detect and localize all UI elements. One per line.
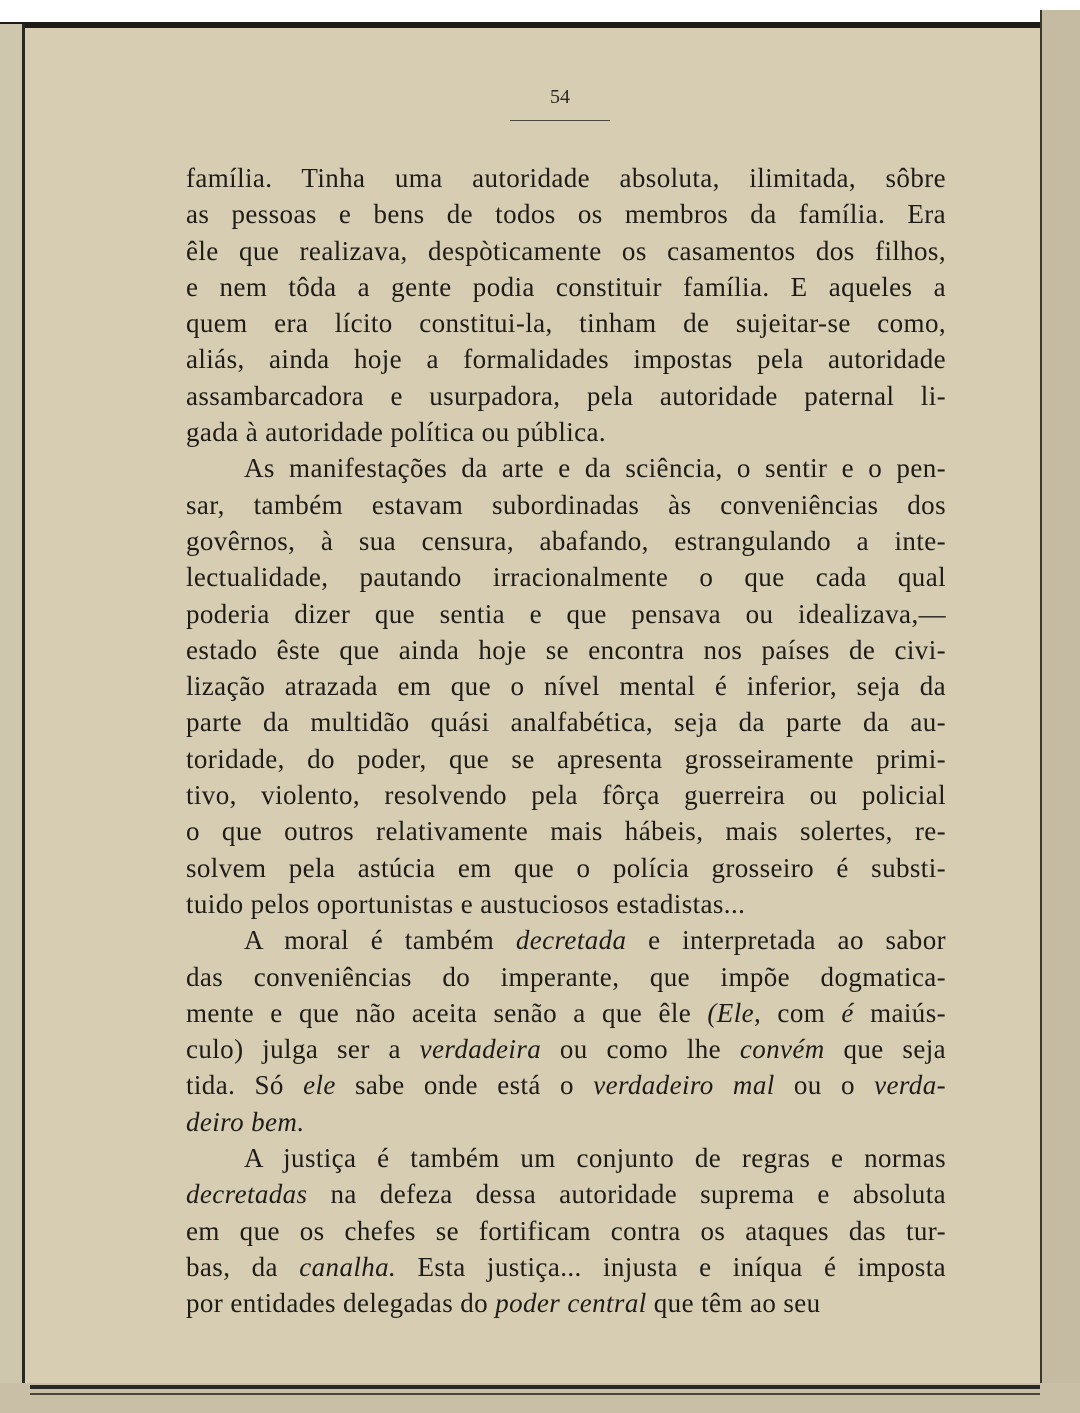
text-run: ou o xyxy=(774,1070,875,1101)
text-run: aliás, ainda hoje a formalidades impostas pela autoridade xyxy=(186,344,946,375)
text-run: e interpretada ao sabor xyxy=(626,925,946,956)
text-run: das conveniências do imperante, que impõe dogmatica- xyxy=(186,961,946,992)
text-run: solvem pela astúcia em que o polícia grosseiro é substi- xyxy=(186,852,946,883)
text-line xyxy=(186,269,946,305)
italic-text: ele xyxy=(303,1070,336,1101)
italic-text: poder central xyxy=(495,1288,647,1319)
text-run: govêrnos, à sua censura, abafando, estrangulando a inte- xyxy=(186,525,946,556)
text-line xyxy=(186,341,946,377)
text-line xyxy=(186,777,946,813)
text-run: e nem tôda a gente podia constituir família. E aqueles a xyxy=(186,271,946,302)
text-line xyxy=(186,160,946,196)
italic-text: é xyxy=(841,997,854,1028)
text-run: poderia dizer que sentia e que pensava ou idealizava,— xyxy=(186,598,946,629)
text-run: tida. Só xyxy=(186,1070,304,1101)
text-run: em que os chefes se fortificam contra os ataques das tur- xyxy=(186,1215,946,1246)
text-line xyxy=(186,523,946,559)
text-run: quem era lícito constitui-la, tinham de sujeitar-se como, xyxy=(186,308,946,339)
text-line xyxy=(186,1176,946,1212)
text-line xyxy=(186,487,946,523)
text-line xyxy=(186,668,946,704)
italic-text: deiro bem. xyxy=(186,1106,305,1137)
text-run: por entidades delegadas do xyxy=(186,1288,496,1319)
text-run: tivo, violento, resolvendo pela fôrça guerreira ou policial xyxy=(186,780,946,811)
text-run: A moral é também xyxy=(244,925,516,956)
text-run: toridade, do poder, que se apresenta grosseiramente primi- xyxy=(186,743,946,774)
text-line xyxy=(186,704,946,740)
text-run: estado êste que ainda hoje se encontra nos países de civi- xyxy=(186,634,946,665)
text-line xyxy=(186,414,946,450)
text-line xyxy=(186,559,946,595)
text-run: sabe onde está o xyxy=(335,1070,594,1101)
text-line xyxy=(186,922,946,958)
text-line xyxy=(186,596,946,632)
text-run: lização atrazada em que o nível mental é inferior, seja da xyxy=(186,671,946,702)
text-line xyxy=(186,1140,946,1176)
italic-text: verda- xyxy=(874,1070,946,1101)
italic-text: (Ele, xyxy=(707,997,762,1028)
text-run: família. Tinha uma autoridade absoluta, ilimitada, sôbre xyxy=(186,163,946,193)
text-run: na defeza dessa autoridade suprema e absoluta xyxy=(307,1179,946,1210)
text-run: ou como lhe xyxy=(541,1034,740,1065)
text-line xyxy=(186,995,946,1031)
text-run: maiús- xyxy=(853,997,946,1028)
scan-bottom-border-thin xyxy=(30,1393,1040,1395)
text-line xyxy=(186,1104,946,1140)
text-line xyxy=(186,886,946,922)
scan-top-margin xyxy=(0,0,1080,24)
text-line xyxy=(186,850,946,886)
text-run: parte da multidão quási analfabética, seja da parte da au- xyxy=(186,707,946,738)
text-run: Esta justiça... injusta e iníqua é imposta xyxy=(396,1251,946,1282)
text-run: sar, também estavam subordinadas às conveniências dos xyxy=(186,489,946,520)
text-line xyxy=(186,1031,946,1067)
text-line xyxy=(186,959,946,995)
text-run: que têm ao seu xyxy=(646,1288,821,1319)
italic-text: decretadas xyxy=(186,1179,308,1210)
text-run: A justiça é também um conjunto de regras e normas xyxy=(244,1143,946,1174)
body-text xyxy=(186,160,946,1322)
text-line xyxy=(186,196,946,232)
text-run: assambarcadora e usurpadora, pela autoridade paternal li- xyxy=(186,380,946,411)
text-run: que seja xyxy=(824,1034,947,1065)
text-run: lectualidade, pautando irracionalmente o que cada qual xyxy=(186,562,946,593)
text-run: com xyxy=(761,997,842,1028)
text-line xyxy=(186,741,946,777)
text-line xyxy=(186,1067,946,1103)
text-run: o que outros relativamente mais hábeis, mais solertes, re- xyxy=(186,816,946,847)
text-line xyxy=(186,813,946,849)
scan-right-edge xyxy=(1040,10,1080,1413)
italic-text: verdadeira xyxy=(419,1034,542,1065)
text-run: as pessoas e bens de todos os membros da família. Era xyxy=(186,199,946,230)
scan-bottom-border xyxy=(30,1385,1040,1389)
text-line xyxy=(186,1285,946,1321)
text-line xyxy=(186,1249,946,1285)
scan-left-edge xyxy=(0,24,25,1413)
text-run: êle que realizava, despòticamente os casamentos dos filhos, xyxy=(186,235,946,266)
text-run: bas, da xyxy=(186,1251,300,1282)
text-run: As manifestações da arte e da sciência, o sentir e o pen- xyxy=(244,453,946,484)
page-number: 54 xyxy=(550,86,570,108)
italic-text: decretada xyxy=(515,925,627,956)
text-line xyxy=(186,1213,946,1249)
text-line xyxy=(186,632,946,668)
text-run: gada à autoridade política ou pública. xyxy=(186,417,607,448)
text-line xyxy=(186,233,946,269)
italic-text: verdadeiro mal xyxy=(593,1070,775,1101)
text-line xyxy=(186,305,946,341)
text-line xyxy=(186,450,946,486)
text-run: mente e que não aceita senão a que êle xyxy=(186,997,708,1028)
text-line xyxy=(186,378,946,414)
page-number-rule xyxy=(510,120,610,121)
text-run: culo) julga ser a xyxy=(186,1034,420,1065)
text-run: tuido pelos oportunistas e austuciosos estadistas... xyxy=(186,888,746,919)
italic-text: convém xyxy=(739,1034,825,1065)
italic-text: canalha. xyxy=(299,1251,397,1282)
